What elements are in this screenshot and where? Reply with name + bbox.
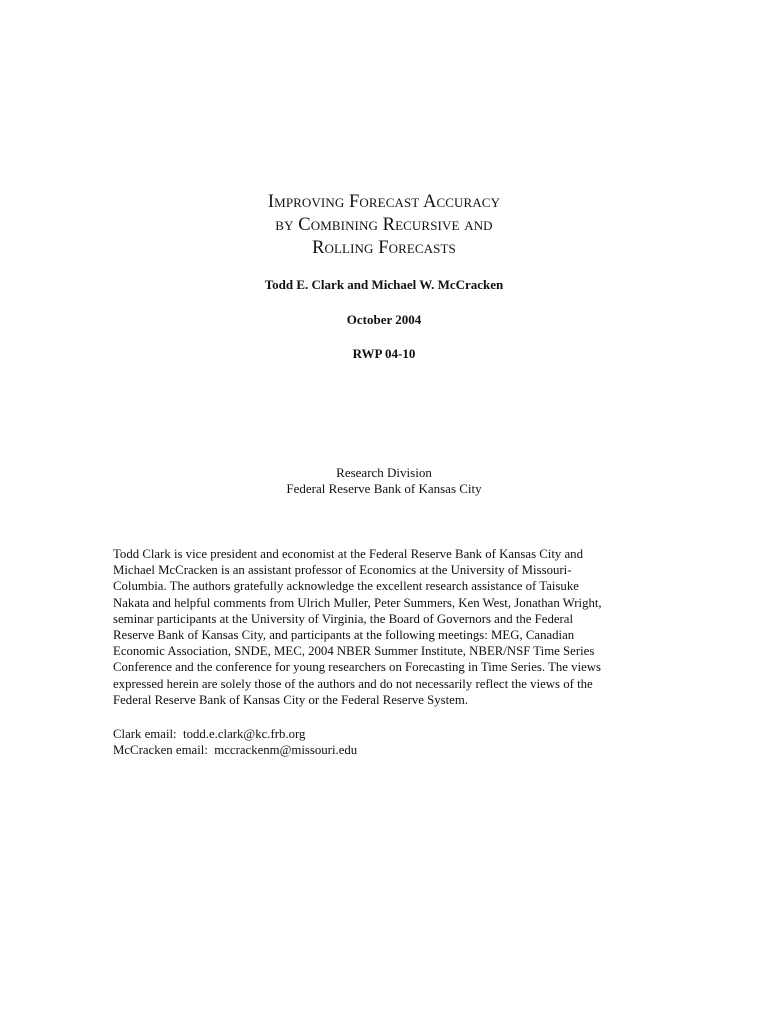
institution-name: Federal Reserve Bank of Kansas City <box>286 481 482 496</box>
footnote-line: Reserve Bank of Kansas City, and participants at the following meetings: MEG, Canadian <box>113 628 575 643</box>
affiliation <box>0 465 768 497</box>
contact-emails <box>113 726 653 758</box>
footnote-line: Economic Association, SNDE, MEC, 2004 NBER Summer Institute, NBER/NSF Time Series <box>113 644 595 659</box>
report-number: RWP 04-10 <box>352 346 416 361</box>
publication-date: October 2004 <box>346 312 422 327</box>
footnote-line: Nakata and helpful comments from Ulrich Muller, Peter Summers, Ken West, Jonathan Wright, <box>113 595 602 610</box>
clark-email: Clark email: todd.e.clark@kc.frb.org <box>113 727 306 741</box>
title-line-3: Rolling Forecasts <box>312 238 456 258</box>
title-line-2: by Combining Recursive and <box>275 215 493 235</box>
footnote-line: expressed herein are solely those of the authors and do not necessarily reflect the views of the <box>113 676 593 691</box>
research-division: Research Division <box>336 465 432 480</box>
footnote-line: Federal Reserve Bank of Kansas City or the Federal Reserve System. <box>113 692 469 707</box>
footnote-line: Columbia. The authors gratefully acknowledge the excellent research assistance of Taisuke <box>113 579 579 594</box>
paper-title <box>0 191 768 260</box>
footnote-line: Michael McCracken is an assistant professor of Economics at the University of Missouri- <box>113 563 572 578</box>
footnote-line: Conference and the conference for young researchers on Forecasting in Time Series. The views <box>113 660 602 675</box>
title-line-1: Improving Forecast Accuracy <box>267 192 501 212</box>
author-footnote <box>113 546 643 708</box>
author-names: Todd E. Clark and Michael W. McCracken <box>264 277 504 292</box>
footnote-line: seminar participants at the University of Virginia, the Board of Governors and the Federal <box>113 611 574 626</box>
mccracken-email: McCracken email: mccrackenm@missouri.edu <box>113 743 358 758</box>
footnote-line: Todd Clark is vice president and economist at the Federal Reserve Bank of Kansas City and <box>113 547 583 561</box>
